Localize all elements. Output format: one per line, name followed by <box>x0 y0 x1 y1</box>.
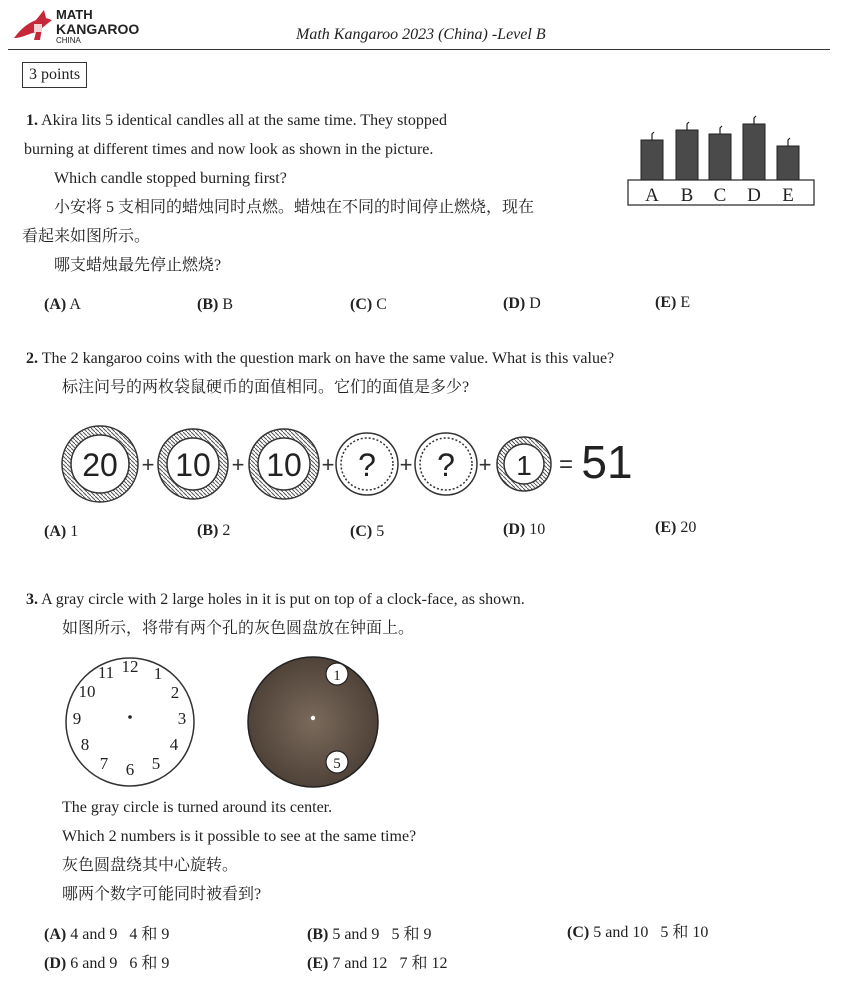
q3-choice-d[interactable]: (D) 6 and 9 6 和 9 <box>44 955 170 972</box>
question-1-zh-line2: 看起来如图所示。 <box>22 228 151 245</box>
candle-label-d: D <box>747 185 761 206</box>
coin-10-b-value: 10 <box>266 447 302 483</box>
kangaroo-logo-icon <box>10 6 56 46</box>
clock-number-10: 10 <box>78 682 96 701</box>
question-3 <box>26 585 826 643</box>
question-3-number: 3. <box>26 591 38 608</box>
coin-question-b <box>415 433 477 495</box>
q1-choice-b[interactable]: (B) B <box>197 296 233 313</box>
question-3-line3: Which 2 numbers is it possible to see at the same time? <box>62 828 417 845</box>
q1-choice-a[interactable]: (A) A <box>44 296 81 313</box>
question-3-followup <box>62 793 762 909</box>
question-2-zh-line1: 标注问号的两枚袋鼠硬币的面值相同。它们的面值是多少? <box>62 379 470 396</box>
coin-question-b-value: ? <box>437 447 455 483</box>
candle-label-a: A <box>645 185 659 206</box>
question-1-line2: burning at different times and now look as shown in the picture. <box>24 141 434 158</box>
question-2-line1: The 2 kangaroo coins with the question mark on have the same value. What is this value? <box>41 350 615 367</box>
question-3-zh-line1: 如图所示，将带有两个孔的灰色圆盘放在钟面上。 <box>62 620 415 637</box>
clock-number-12: 12 <box>121 657 139 676</box>
clock-number-8: 8 <box>80 735 90 754</box>
question-2-number: 2. <box>26 350 38 367</box>
candle-label-c: C <box>713 185 727 206</box>
wick-c <box>720 126 722 134</box>
clock-number-11: 11 <box>97 663 115 682</box>
gray-disc <box>245 654 381 790</box>
q2-choice-a[interactable]: (A) 1 <box>44 523 79 540</box>
q2-choice-b[interactable]: (B) 2 <box>197 522 231 539</box>
clock-number-5: 5 <box>151 754 161 773</box>
coin-10-a <box>158 429 228 499</box>
disc-center-dot <box>311 716 315 720</box>
q3-choice-a[interactable]: (A) 4 and 9 4 和 9 <box>44 926 170 943</box>
logo-text-kangaroo: KANGAROO <box>56 21 140 37</box>
clock-center-dot <box>128 715 132 719</box>
candle-e <box>777 146 799 180</box>
q2-choice-d[interactable]: (D) 10 <box>503 521 546 538</box>
plus-sign-5: + <box>478 452 492 477</box>
question-3-zh-line3: 哪两个数字可能同时被看到? <box>62 886 262 903</box>
wick-e <box>788 138 790 146</box>
clock-face <box>60 652 200 792</box>
q3-choice-c[interactable]: (C) 5 and 10 5 和 10 <box>567 924 709 941</box>
wick-d <box>754 116 756 124</box>
kangaroo-logo <box>10 6 140 46</box>
question-1-line3: Which candle stopped burning first? <box>54 170 287 187</box>
clock-number-1: 1 <box>153 664 163 683</box>
question-3-line2: The gray circle is turned around its center. <box>62 799 333 816</box>
clock-number-7: 7 <box>99 754 109 773</box>
coin-question-a <box>336 433 398 495</box>
coin-10-b <box>249 429 319 499</box>
header-title: Math Kangaroo 2023 (China) -Level B <box>296 26 546 43</box>
equation-result: 51 <box>581 436 633 488</box>
q3-choice-e[interactable]: (E) 7 and 12 7 和 12 <box>307 955 448 972</box>
clock-number-3: 3 <box>177 709 187 728</box>
logo-text-china: CHINA <box>56 36 81 45</box>
candle-a <box>641 140 663 180</box>
question-1 <box>22 106 626 280</box>
coin-10-a-value: 10 <box>175 447 211 483</box>
wick-a <box>652 132 654 140</box>
question-1-number: 1. <box>26 112 38 129</box>
coins-equation <box>55 420 655 510</box>
equals-sign: = <box>558 451 574 478</box>
clock-number-9: 9 <box>72 709 82 728</box>
disc-hole-2-number: 5 <box>333 756 341 772</box>
question-1-zh-line3: 哪支蜡烛最先停止燃烧? <box>54 257 222 274</box>
plus-sign-3: + <box>321 452 335 477</box>
logo-text-math: MATH <box>56 7 93 22</box>
q3-choice-b[interactable]: (B) 5 and 9 5 和 9 <box>307 926 432 943</box>
q1-choice-c[interactable]: (C) C <box>350 296 387 313</box>
candle-c <box>709 134 731 180</box>
question-2 <box>26 344 826 402</box>
candles-figure <box>625 112 817 210</box>
clock-number-4: 4 <box>169 735 179 754</box>
q2-choice-c[interactable]: (C) 5 <box>350 523 385 540</box>
q1-choice-e[interactable]: (E) E <box>655 294 691 311</box>
plus-sign-2: + <box>231 452 245 477</box>
q2-choice-e[interactable]: (E) 20 <box>655 519 697 536</box>
coin-1-value: 1 <box>516 450 532 481</box>
coin-question-a-value: ? <box>358 447 376 483</box>
coin-20-value: 20 <box>82 447 118 483</box>
disc-hole-1-number: 1 <box>333 668 341 684</box>
candle-d <box>743 124 765 180</box>
clock-number-6: 6 <box>125 760 135 779</box>
candle-label-e: E <box>782 185 794 206</box>
points-label: 3 points <box>22 62 87 88</box>
coin-20 <box>62 426 138 502</box>
coin-1 <box>497 437 551 491</box>
candle-b <box>676 130 698 180</box>
header-rule <box>8 49 830 50</box>
plus-sign-1: + <box>141 452 155 477</box>
plus-sign-4: + <box>399 452 413 477</box>
question-3-zh-line2: 灰色圆盘绕其中心旋转。 <box>62 857 239 874</box>
question-3-line1: A gray circle with 2 large holes in it is put on top of a clock-face, as shown. <box>41 591 525 608</box>
question-1-line1: Akira lits 5 identical candles all at the same time. They stopped <box>41 112 447 129</box>
question-1-zh-line1: 小安将 5 支相同的蜡烛同时点燃。蜡烛在不同的时间停止燃烧，现在 <box>54 199 535 216</box>
candle-label-b: B <box>680 185 694 206</box>
wick-b <box>687 122 689 130</box>
q1-choice-d[interactable]: (D) D <box>503 295 541 312</box>
clock-number-2: 2 <box>170 683 180 702</box>
